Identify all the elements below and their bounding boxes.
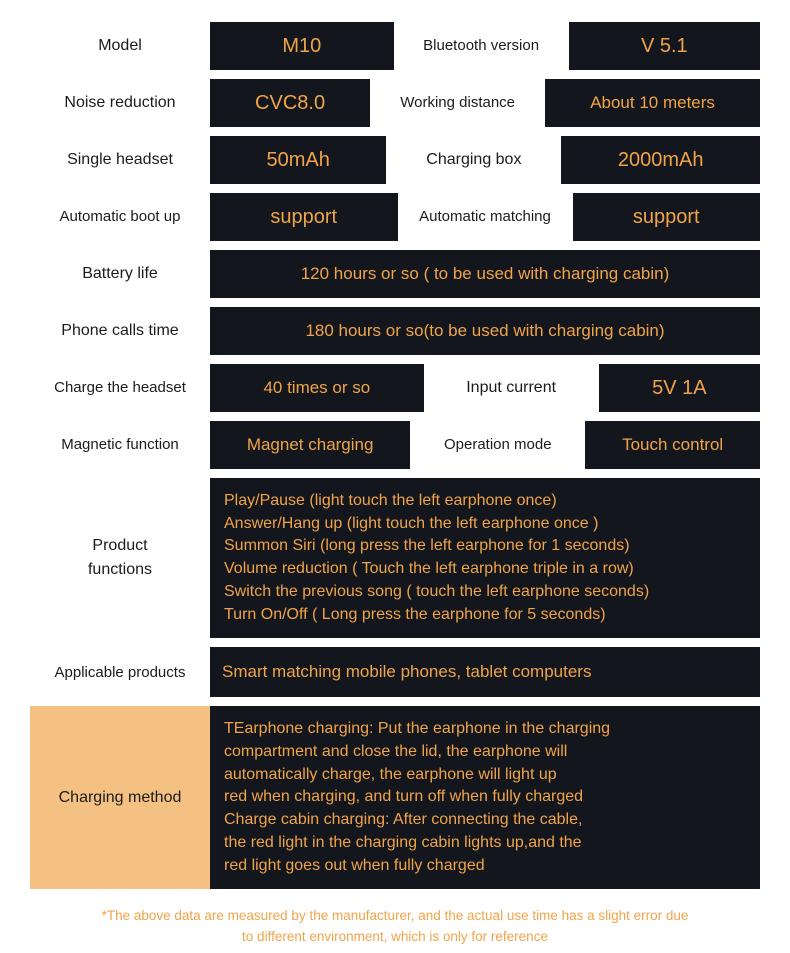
table-row (30, 22, 760, 70)
row-label-noise-reduction: Noise reduction (30, 79, 210, 127)
footnote-line-2: to different environment, which is only for reference (242, 929, 548, 945)
row-value-working-distance: About 10 meters (545, 79, 760, 127)
row-value-charging-box: 2000mAh (561, 136, 760, 184)
row-label-charge-the-headset: Charge the headset (30, 364, 210, 412)
table-row (30, 421, 760, 469)
product-function-line: Turn On/Off ( Long press the earphone for 5 seconds) (224, 605, 606, 623)
row-value-model: M10 (210, 22, 394, 70)
footnote-line-1: *The above data are measured by the manufacturer, and the actual use time has a slight error due (101, 908, 689, 924)
table-row-applicable-products (30, 647, 760, 697)
row-value-charge-the-headset: 40 times or so (210, 364, 424, 412)
row-value-single-headset: 50mAh (210, 136, 386, 184)
row-label-single-headset: Single headset (30, 136, 210, 184)
product-function-line: Switch the previous song ( touch the left earphone seconds) (224, 582, 650, 600)
row-label-applicable-products: Applicable products (30, 647, 210, 697)
row-value-magnetic-function: Magnet charging (210, 421, 410, 469)
product-functions-label-line2: functions (87, 561, 153, 579)
row-value-battery-life: 120 hours or so ( to be used with charging cabin) (210, 250, 760, 298)
row-value-bluetooth-version: V 5.1 (569, 22, 760, 70)
table-row (30, 250, 760, 298)
charging-method-line: the red light in the charging cabin lights up,and the (224, 833, 582, 851)
row-label-phone-calls-time: Phone calls time (30, 307, 210, 355)
row-label-bluetooth-version: Bluetooth version (394, 22, 569, 70)
row-label-operation-mode: Operation mode (410, 421, 585, 469)
table-row (30, 79, 760, 127)
row-label-charging-box: Charging box (386, 136, 561, 184)
product-function-line: Summon Siri (long press the left earphone for 1 seconds) (224, 537, 630, 555)
row-label-product-functions (30, 478, 210, 638)
row-value-product-functions (210, 478, 760, 638)
table-row-product-functions (30, 478, 760, 638)
charging-method-line: TEarphone charging: Put the earphone in the charging (224, 720, 611, 738)
row-label-battery-life: Battery life (30, 250, 210, 298)
row-value-phone-calls-time: 180 hours or so(to be used with charging cabin) (210, 307, 760, 355)
product-function-line: Answer/Hang up (light touch the left earphone once ) (224, 514, 599, 532)
table-row (30, 307, 760, 355)
row-label-working-distance: Working distance (370, 79, 545, 127)
row-label-magnetic-function: Magnetic function (30, 421, 210, 469)
row-value-charging-method (210, 706, 760, 889)
row-label-input-current: Input current (424, 364, 599, 412)
table-row (30, 364, 760, 412)
table-row (30, 136, 760, 184)
row-value-operation-mode: Touch control (585, 421, 760, 469)
row-value-automatic-boot-up: support (210, 193, 398, 241)
charging-method-line: automatically charge, the earphone will light up (224, 765, 557, 783)
table-row-charging-method (30, 706, 760, 889)
row-label-automatic-matching: Automatic matching (398, 193, 573, 241)
row-value-automatic-matching: support (573, 193, 761, 241)
charging-method-line: red when charging, and turn off when fully charged (224, 788, 584, 806)
product-function-line: Volume reduction ( Touch the left earphone triple in a row) (224, 560, 634, 578)
charging-method-line: Charge cabin charging: After connecting the cable, (224, 811, 583, 829)
row-value-applicable-products: Smart matching mobile phones, tablet computers (210, 647, 760, 697)
product-function-line: Play/Pause (light touch the left earphone once) (224, 492, 557, 509)
row-label-charging-method: Charging method (30, 706, 210, 889)
row-label-automatic-boot-up: Automatic boot up (30, 193, 210, 241)
row-value-input-current: 5V 1A (599, 364, 760, 412)
row-label-model: Model (30, 22, 210, 70)
product-functions-label-line1: Product (92, 537, 148, 555)
row-value-noise-reduction: CVC8.0 (210, 79, 370, 127)
footnote (30, 898, 760, 948)
charging-method-line: compartment and close the lid, the earphone will (224, 743, 568, 761)
charging-method-line: red light goes out when fully charged (224, 856, 485, 874)
table-row (30, 193, 760, 241)
